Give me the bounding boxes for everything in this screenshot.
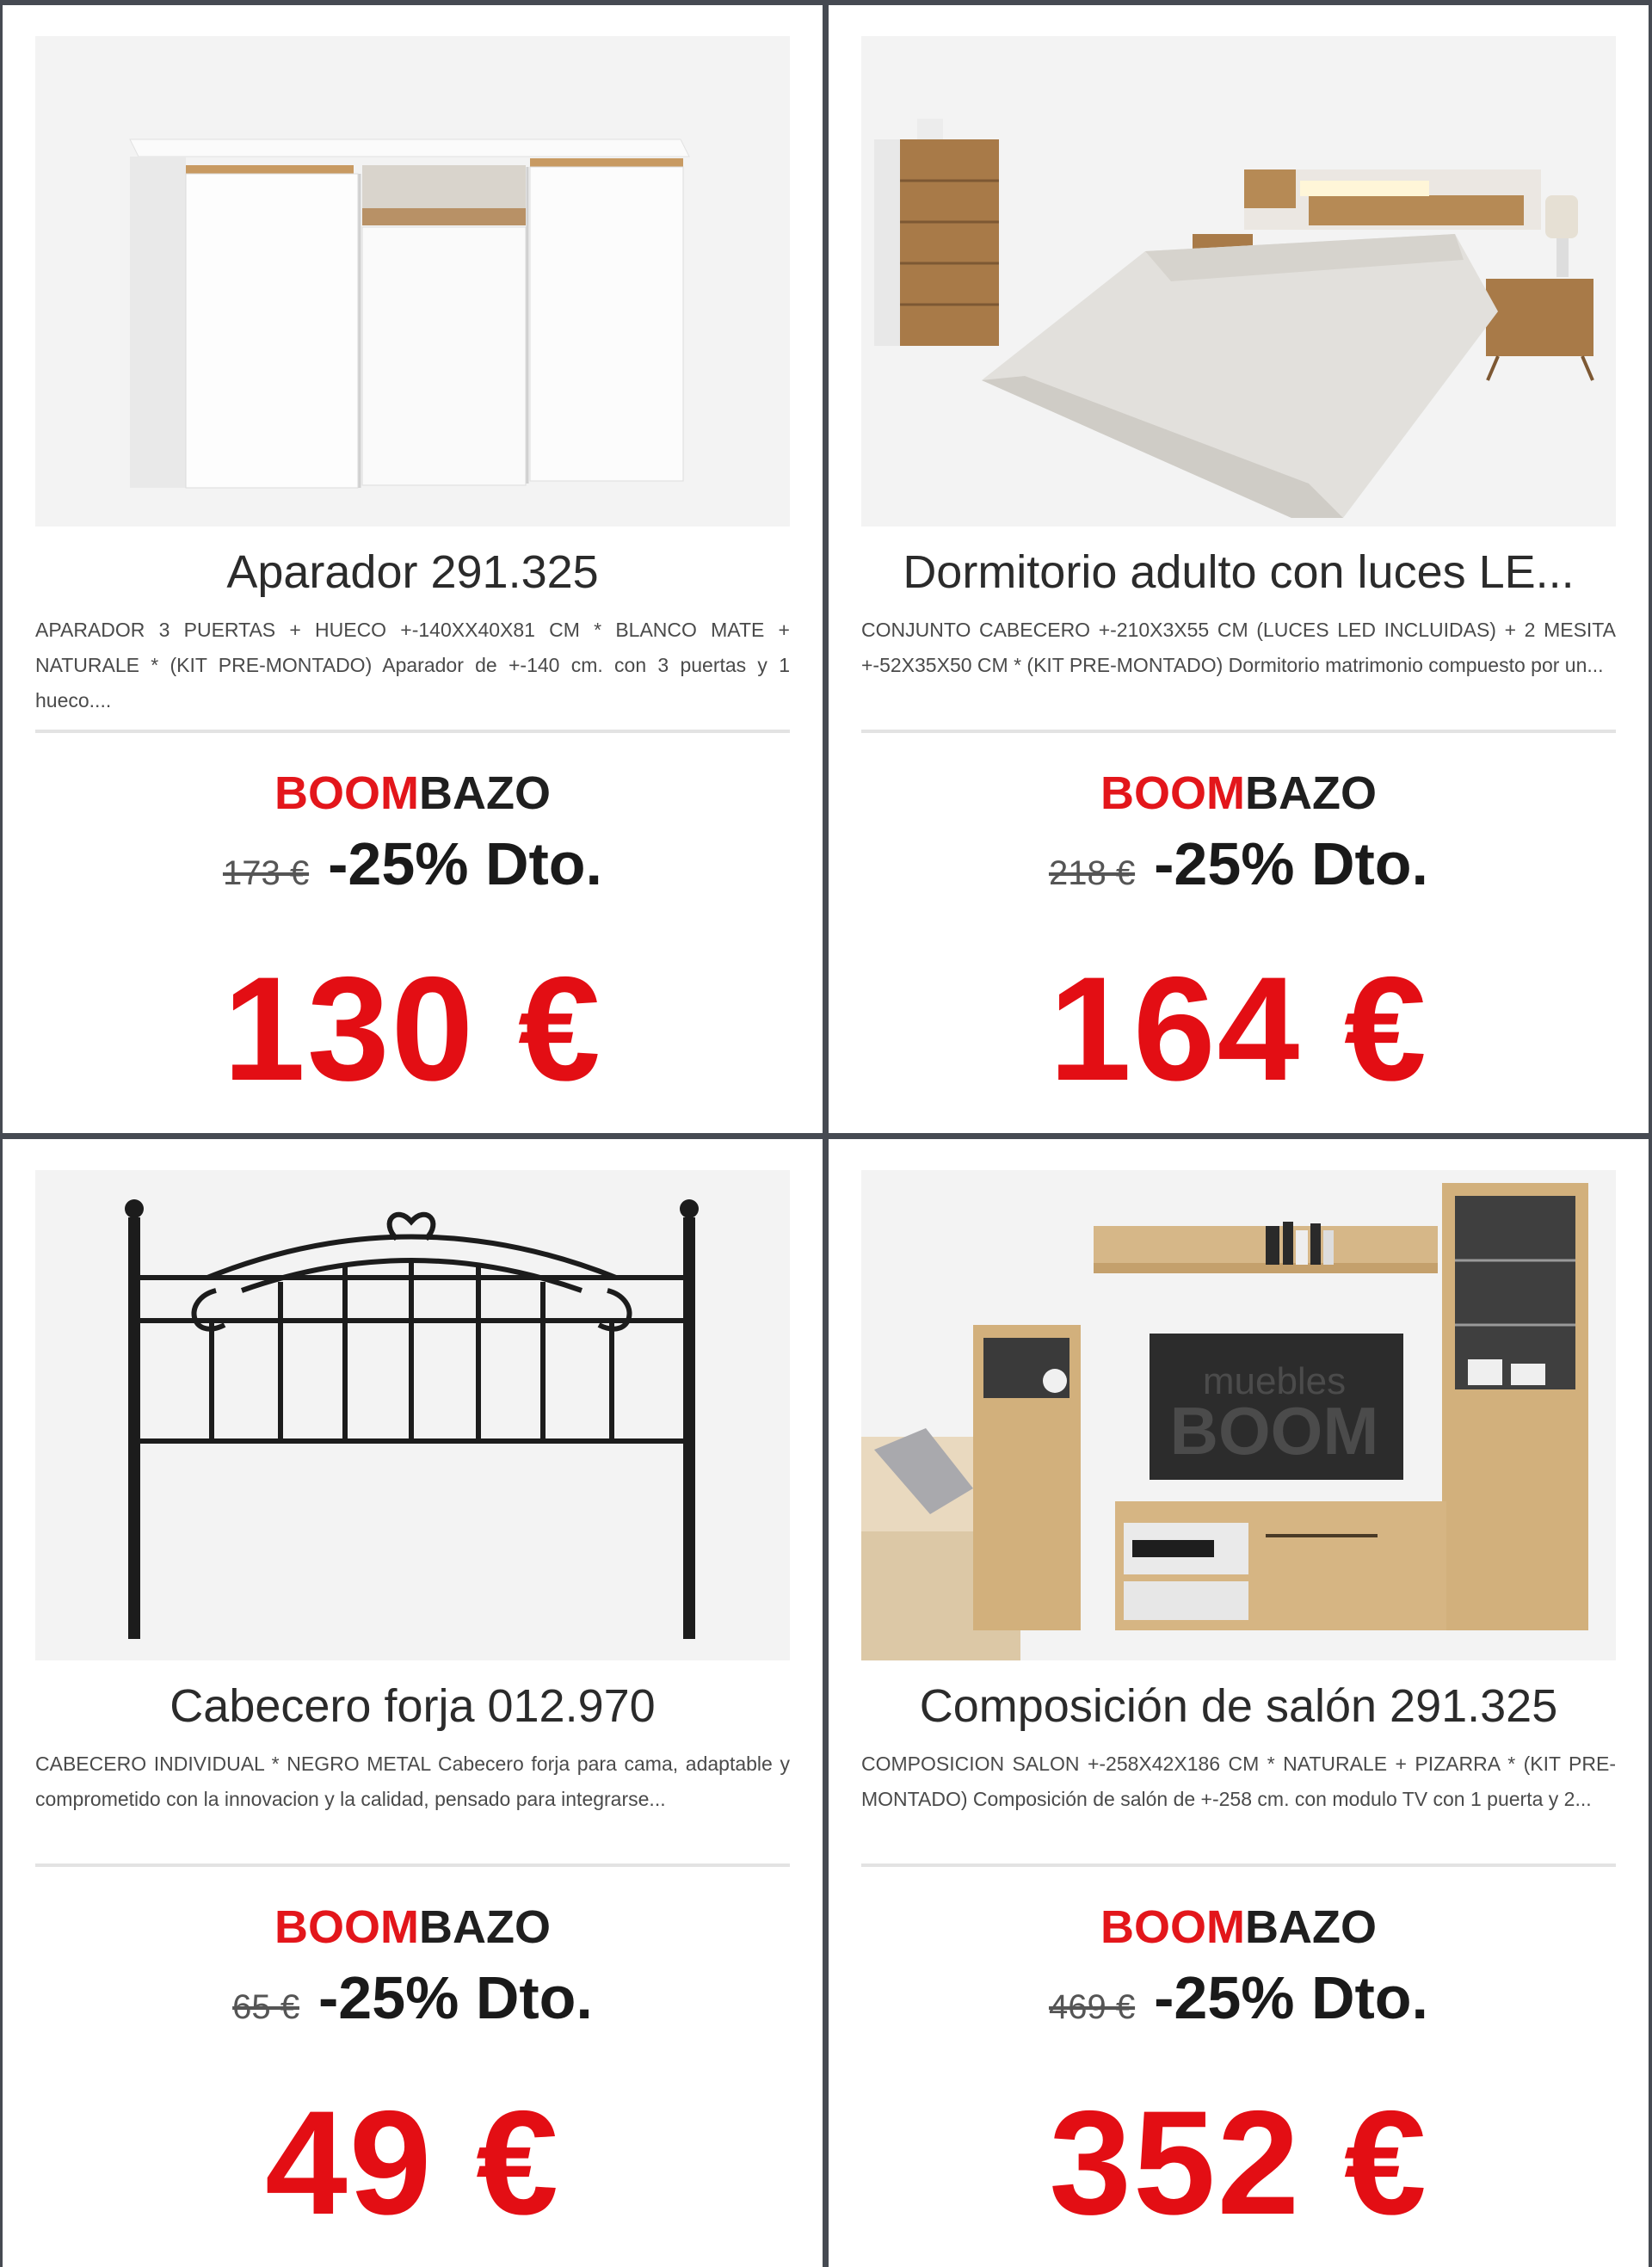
- discount-label: -25% Dto.: [328, 830, 603, 897]
- sideboard-illustration: [35, 36, 790, 527]
- product-card[interactable]: [829, 5, 1649, 1133]
- promo-line: [829, 829, 1649, 915]
- watermark-text-top: muebles: [1202, 1360, 1347, 1402]
- product-title[interactable]: Dormitorio adulto con luces LE...: [903, 546, 1575, 597]
- watermark-text-bottom: BOOM: [1169, 1393, 1379, 1469]
- brand-label: [3, 766, 823, 821]
- product-description: COMPOSICION SALON +-258X42X186 CM * NATURALE + PIZARRA * (KIT PRE-MONTADO) Composición de salón de +-258 cm. con modulo TV con 1 puerta y 2...: [861, 1753, 1616, 1810]
- brand-label: [829, 1900, 1649, 1955]
- product-title[interactable]: Aparador 291.325: [226, 546, 599, 597]
- product-title[interactable]: Composición de salón 291.325: [919, 1680, 1558, 1731]
- living-room-illustration: [861, 1170, 1616, 1660]
- brand-bazo: BAZO: [419, 767, 551, 819]
- brand-bazo: BAZO: [419, 1901, 551, 1953]
- divider: [861, 730, 1616, 733]
- old-price: 218 €: [1048, 854, 1136, 892]
- product-title[interactable]: Cabecero forja 012.970: [170, 1680, 656, 1731]
- brand-boom: BOOM: [1100, 1901, 1245, 1953]
- divider: [35, 730, 790, 733]
- living-room-image[interactable]: [861, 1170, 1616, 1660]
- brand-boom: BOOM: [1100, 767, 1245, 819]
- brand-boom: BOOM: [274, 767, 419, 819]
- brand-label: [3, 1900, 823, 1955]
- brand-bazo: BAZO: [1245, 1901, 1377, 1953]
- brand-label: [829, 766, 1649, 821]
- discount-label: -25% Dto.: [1154, 830, 1429, 897]
- bedroom-set-image[interactable]: [861, 36, 1616, 527]
- divider: [861, 1863, 1616, 1867]
- old-price: 65 €: [232, 1988, 299, 2026]
- sideboard-image[interactable]: [35, 36, 790, 527]
- price: 130 €: [223, 946, 602, 1112]
- promo-line: [3, 1963, 823, 2049]
- discount-label: -25% Dto.: [1154, 1964, 1429, 2031]
- divider: [35, 1863, 790, 1867]
- product-description: CABECERO INDIVIDUAL * NEGRO METAL Cabecero forja para cama, adaptable y comprometido con la innovacion y la calidad, pensado para integrarse...: [35, 1753, 790, 1810]
- old-price: 173 €: [222, 854, 310, 892]
- product-card[interactable]: [3, 5, 823, 1133]
- brand-bazo: BAZO: [1245, 767, 1377, 819]
- headboard-image[interactable]: [35, 1170, 790, 1660]
- old-price: 469 €: [1048, 1988, 1136, 2026]
- brand-boom: BOOM: [274, 1901, 419, 1953]
- product-card[interactable]: [829, 1139, 1649, 2267]
- product-card[interactable]: [3, 1139, 823, 2267]
- product-description: CONJUNTO CABECERO +-210X3X55 CM (LUCES LED INCLUIDAS) + 2 MESITA +-52X35X50 CM * (KIT PRE-MONTADO) Dormitorio matrimonio compuesto por un...: [861, 619, 1616, 676]
- price: 352 €: [1049, 2080, 1428, 2245]
- promo-line: [3, 829, 823, 915]
- bedroom-illustration: [861, 36, 1616, 527]
- price: 49 €: [265, 2080, 560, 2245]
- headboard-illustration: [35, 1170, 790, 1660]
- promo-line: [829, 1963, 1649, 2049]
- price: 164 €: [1049, 946, 1428, 1112]
- discount-label: -25% Dto.: [317, 1964, 593, 2031]
- product-description: APARADOR 3 PUERTAS + HUECO +-140XX40X81 CM * BLANCO MATE + NATURALE * (KIT PRE-MONTADO) Aparador de +-140 cm. con 3 puertas y 1 hueco....: [35, 619, 790, 712]
